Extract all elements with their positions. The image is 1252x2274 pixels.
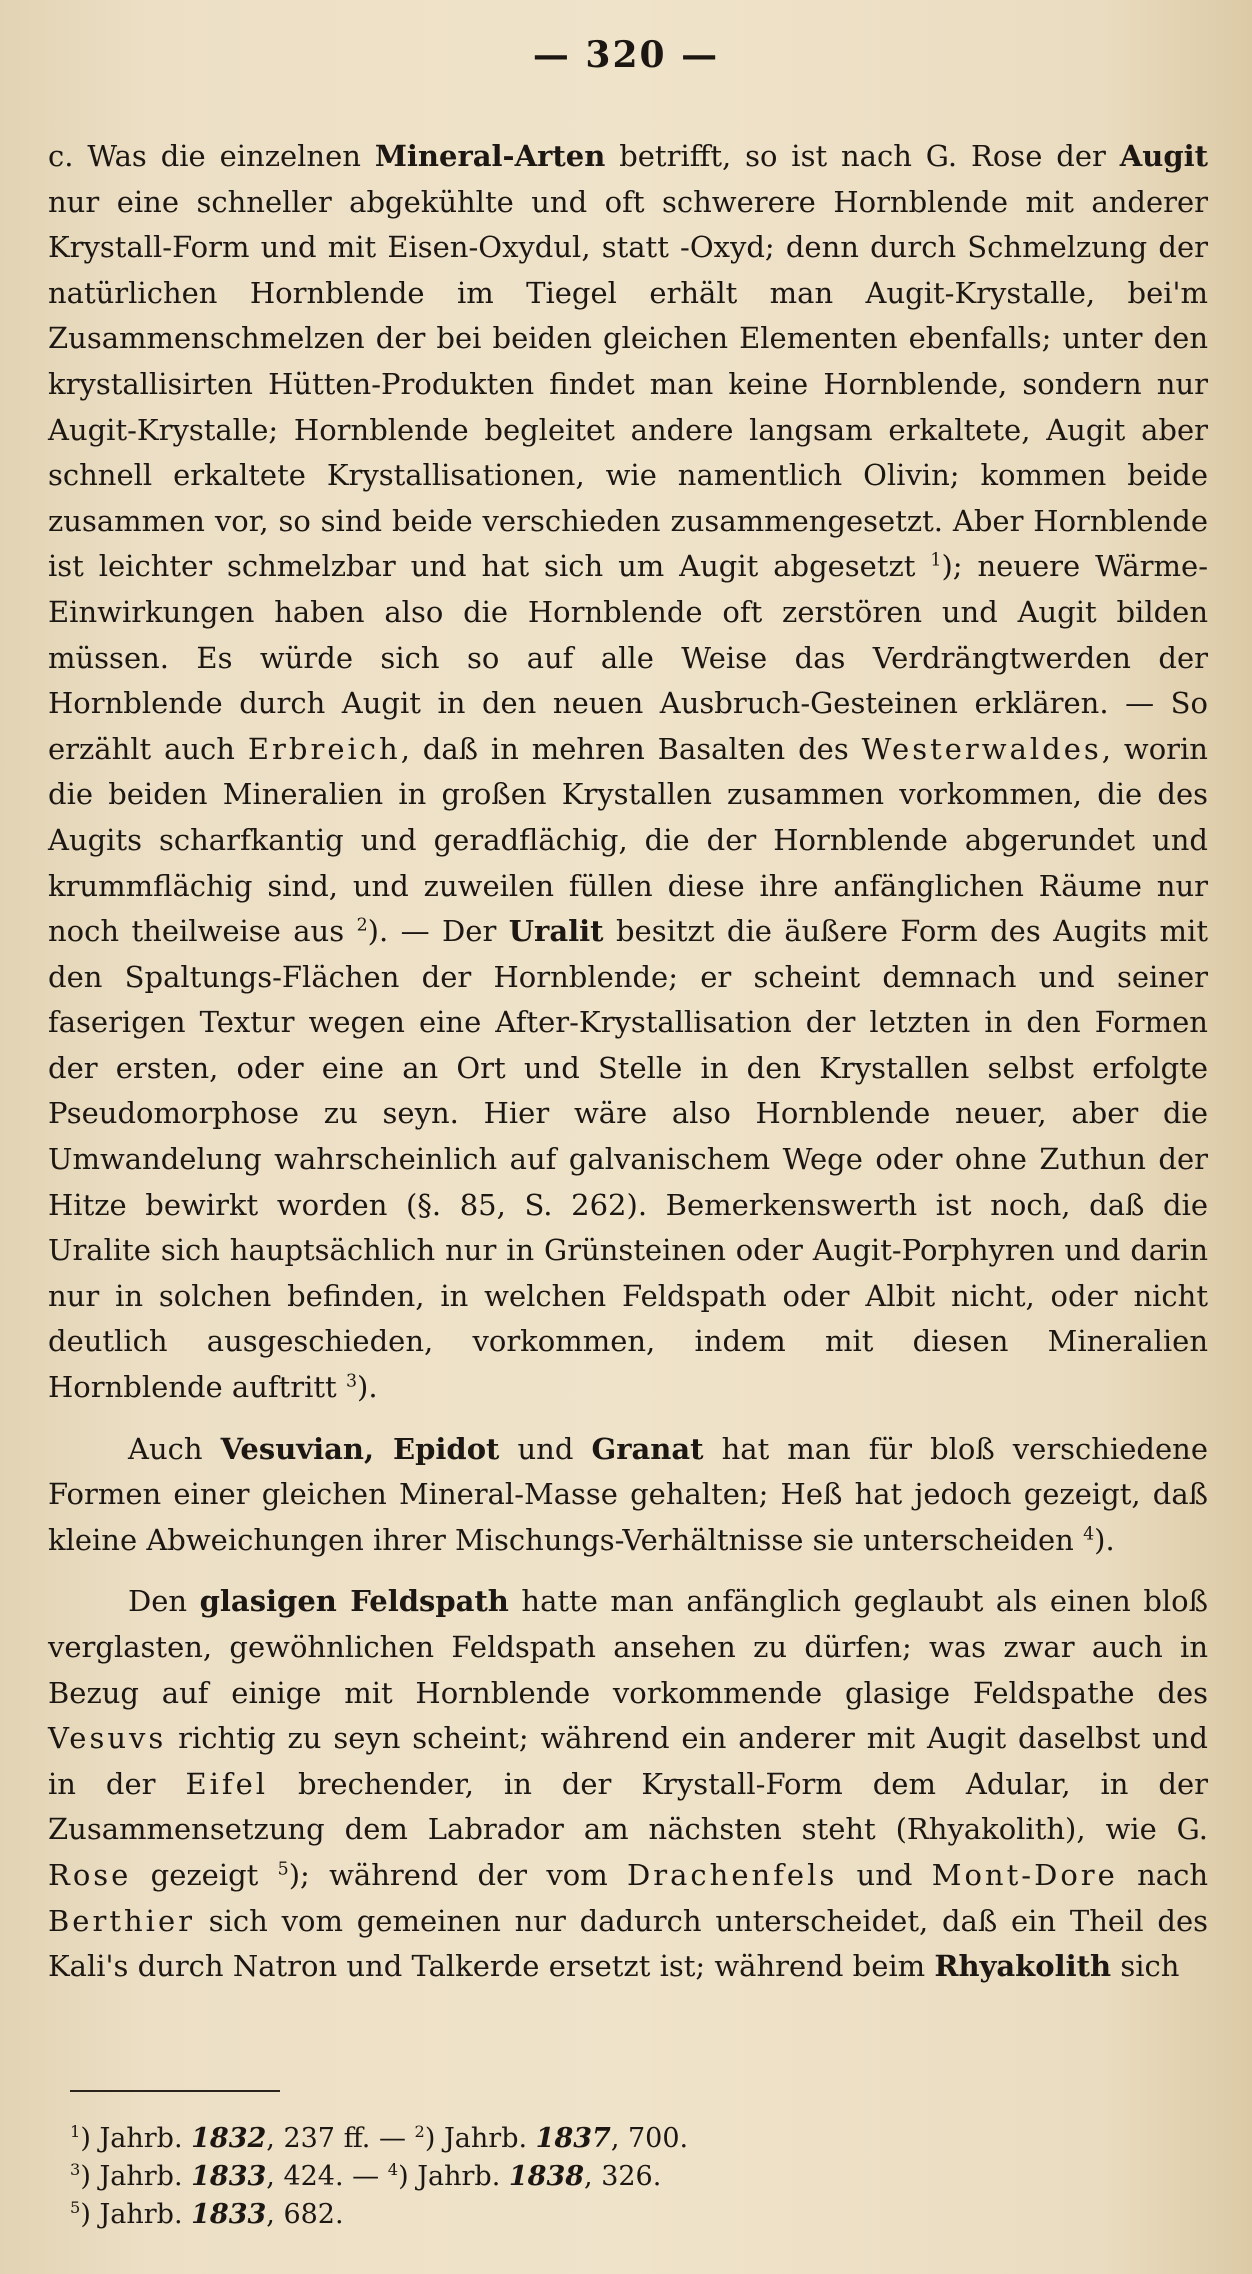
footnote-source: Jahrb. bbox=[417, 2161, 501, 2192]
mineral-term: Granat bbox=[591, 1431, 704, 1466]
text-run: , worin die beiden Mineralien in großen Krystallen zusammen vorkommen, die des Augits scharfkantig und geradflächig, die der Hornblende abgerundet und krummflächig sind, und zuweilen füllen diese ihre anfänglichen Räume nur noch theilweise aus bbox=[48, 731, 1208, 949]
footnote-reference: 4 bbox=[1083, 1524, 1095, 1545]
footnote-source: Jahrb. bbox=[99, 2161, 183, 2192]
footnote-year: 1837 bbox=[535, 2123, 611, 2154]
text-run: der bbox=[1056, 139, 1120, 173]
footnote-source: Jahrb. bbox=[443, 2123, 528, 2154]
text-run: betrifft, so ist nach G. Rose bbox=[605, 139, 1057, 173]
spaced-name: Westerwaldes bbox=[861, 731, 1102, 766]
text-run: und bbox=[499, 1431, 592, 1466]
mineral-term: Mineral-Arten bbox=[374, 139, 606, 173]
text-run: richtig zu seyn scheint; während ein anderer mit Augit daselbst und in der bbox=[48, 1721, 1208, 1801]
footnote-line bbox=[70, 2196, 1170, 2234]
text-run: gezeigt bbox=[131, 1857, 278, 1892]
mineral-term: Uralit bbox=[508, 914, 604, 949]
footnote-divider bbox=[70, 2090, 280, 2092]
text-run: ); während der vom bbox=[288, 1857, 628, 1892]
text-run: ). bbox=[1094, 1522, 1115, 1557]
footnote-line bbox=[70, 2158, 1170, 2196]
footnote-mark-paren: ) bbox=[80, 2161, 100, 2192]
footnote-reference: 2 bbox=[356, 915, 368, 936]
spaced-name: Vesuvs bbox=[48, 1721, 167, 1756]
footnote-reference: 3 bbox=[345, 1371, 358, 1392]
spaced-name: Erbreich bbox=[247, 731, 401, 766]
text-run: hatte man anfänglich geglaubt als einen bloß verglasten, gewöhnlichen Feldspath ansehen zu dürfen; was zwar auch in Bezug auf einige mit Hornblende vorkommende glasige Feldspathe des bbox=[48, 1584, 1209, 1710]
footnote-year: 1838 bbox=[508, 2161, 585, 2192]
footnote-year: 1832 bbox=[191, 2123, 267, 2154]
text-run: c. Was die einzelnen bbox=[48, 139, 375, 173]
paragraph-augit-hornblende bbox=[48, 134, 1208, 1411]
footnote-reference: 1 bbox=[930, 550, 942, 571]
footnote-separator: — bbox=[343, 2161, 388, 2192]
footnotes bbox=[70, 2120, 1170, 2234]
text-run: sich bbox=[1111, 1949, 1180, 1984]
mineral-term: Augit bbox=[1119, 139, 1209, 173]
mineral-term: Rhyakolith bbox=[934, 1949, 1112, 1984]
footnote-source: Jahrb. bbox=[99, 2123, 183, 2154]
text-run: sich vom gemeinen nur dadurch unterscheidet, daß ein Theil des Kali's durch Natron und Talkerde ersetzt ist; während beim bbox=[48, 1903, 1208, 1984]
footnote-mark: 5 bbox=[70, 2198, 81, 2217]
text-run: ); neuere Wärme-Einwirkungen haben also die Hornblende oft zerstören und Augit bilden müssen. Es würde sich so auf alle Weise das Verdrängtwerden der Hornblende durch Augit in den neuen Ausbruch-Gesteinen erklären. — So erzählt auch bbox=[48, 549, 1209, 766]
footnote-mark-paren: ) bbox=[80, 2123, 100, 2154]
body-text bbox=[48, 134, 1208, 2006]
text-run: Auch bbox=[128, 1431, 221, 1466]
spaced-name: Eifel bbox=[185, 1766, 269, 1801]
mineral-term: Vesuvian, Epidot bbox=[220, 1431, 500, 1466]
text-run: nur eine schneller abgekühlte und oft schwerere Hornblende mit anderer Krystall-Form und mit Eisen-Oxydul, statt -Oxyd; denn durch Schmelzung der natürlichen Hornblende im Tiegel erhält man Augit-Krystalle, bei'm Zusammenschmelzen der bei beiden gleichen Elementen ebenfalls; unter den krystallisirten Hütten-Produkten findet man keine Hornblende, sondern nur Augit-Krystalle; Hornblende begleitet andere langsam erkaltete, Augit aber schnell erkaltete Krystallisationen, wie namentlich Olivin; kommen beide zusammen vor, so sind beide verschieden zusammengesetzt. Aber Hornblende ist leichter schmelzbar und hat sich um Augit abgesetzt bbox=[48, 184, 1208, 584]
footnote-reference: 5 bbox=[277, 1859, 289, 1880]
footnote-mark-paren: ) bbox=[80, 2199, 100, 2230]
footnote-mark-paren: ) bbox=[424, 2123, 444, 2154]
footnote-source: Jahrb. bbox=[99, 2199, 183, 2230]
footnote-page: , 700. bbox=[610, 2123, 689, 2154]
spaced-name: Mont-Dore bbox=[931, 1857, 1118, 1892]
spaced-name: Rose bbox=[48, 1857, 132, 1892]
spaced-name: Drachenfels bbox=[627, 1857, 838, 1892]
text-run: nach bbox=[1117, 1857, 1209, 1892]
footnote-separator: — bbox=[370, 2123, 415, 2154]
footnote-year: 1833 bbox=[191, 2199, 267, 2230]
text-run: brechender, in der Krystall-Form dem Adular, in der Zusammensetzung dem Labrador am nächsten steht (Rhyakolith), wie G. bbox=[48, 1766, 1208, 1847]
footnote-mark-paren: ) bbox=[398, 2161, 418, 2192]
text-run: ). bbox=[357, 1370, 378, 1405]
mineral-term: glasigen Feldspath bbox=[199, 1584, 509, 1619]
text-run: und bbox=[837, 1857, 932, 1892]
text-run: hat man für bloß verschiedene Formen einer gleichen Mineral-Masse gehalten; Heß hat jedoch gezeigt, daß kleine Abweichungen ihrer Mischungs-Verhältnisse sie unterscheiden bbox=[48, 1431, 1208, 1557]
text-run: besitzt die äußere Form des Augits mit den Spaltungs-Flächen der Hornblende; er scheint demnach und seiner faserigen Textur wegen eine After-Krystallisation der letzten in den Formen der ersten, oder eine an Ort und Stelle in den Krystallen selbst erfolgte Pseudomorphose zu seyn. Hier wäre also Hornblende neuer, aber die Umwandelung wahrscheinlich auf galvanischem Wege oder ohne Zuthun der Hitze bewirkt worden (§. 85, S. 262). Bemerkenswerth ist noch, daß die Uralite sich hauptsächlich nur in Grünsteinen oder Augit-Porphyren und darin nur in solchen befinden, in welchen Feldspath oder Albit nicht, oder nicht deutlich ausgeschieden, vorkommen, indem mit diesen Mineralien Hornblende auftritt bbox=[48, 914, 1208, 1405]
text-run: , daß in mehren Basalten des bbox=[400, 731, 862, 766]
footnote-year: 1833 bbox=[191, 2161, 267, 2192]
footnote-mark: 1 bbox=[70, 2122, 81, 2141]
footnote-mark: 4 bbox=[387, 2160, 399, 2179]
paragraph-glasiger-feldspath bbox=[48, 1579, 1208, 1989]
text-run: Den bbox=[128, 1584, 200, 1619]
footnote-page: , 326. bbox=[584, 2161, 662, 2192]
footnote-mark: 2 bbox=[414, 2122, 425, 2141]
footnote-page: , 237 ff. bbox=[266, 2123, 371, 2154]
footnote-page: , 424. bbox=[266, 2161, 344, 2192]
footnote-page: , 682. bbox=[266, 2199, 344, 2230]
text-run: ). — Der bbox=[367, 914, 509, 949]
paragraph-vesuvian-epidot-granat bbox=[48, 1427, 1208, 1564]
spaced-name: Berthier bbox=[48, 1903, 195, 1938]
footnote-mark: 3 bbox=[70, 2160, 81, 2179]
page-number: — 320 — bbox=[532, 34, 720, 76]
footnote-line bbox=[70, 2120, 1170, 2158]
